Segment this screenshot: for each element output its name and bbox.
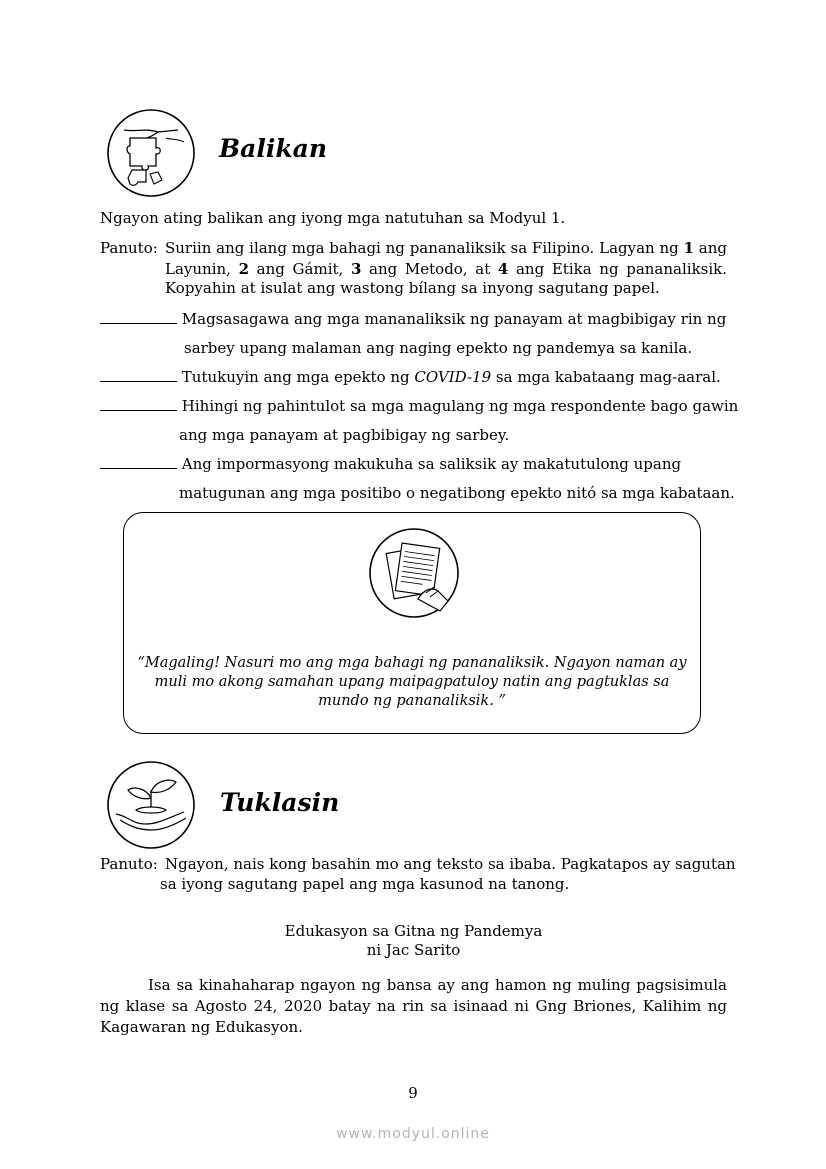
tuklasin-panuto-line-2: sa iyong sagutang papel ang mga kasunod na tanong. [160,875,570,893]
panuto-number: 2 [238,260,250,278]
panuto-text: Layunin, [165,260,239,278]
plant-hand-icon [106,760,196,850]
item-text: sa mga kabataang mag-aaral. [491,368,721,386]
answer-blank[interactable] [100,453,177,469]
paragraph-line-2: ng klase sa Agosto 24, 2020 batay na rin sa isinaad ni Gng Briones, Kalihim ng [100,997,727,1015]
balikan-panuto-line-3: Kopyahin at isulat ang wastong bílang sa inyong sagutang papel. [165,279,660,297]
tuklasin-panuto-label: Panuto: [100,855,158,873]
note-quote-line-3: mundo ng pananaliksik. ” [318,693,506,709]
balikan-intro: Ngayon ating balikan ang iyong mga natutuhan sa Modyul 1. [100,209,566,227]
note-quote-line-2: muli mo akong samahan upang maipagpatuloy natin ang pagtuklas sa [154,674,670,690]
answer-blank[interactable] [100,308,177,324]
panuto-number: 3 [350,260,362,278]
page-number: 9 [408,1084,418,1102]
tuklasin-heading: Tuklasin [220,788,340,817]
list-item [100,308,726,330]
item-text: Magsasagawa ang mga mananaliksik ng panayam at magbibigay rin ng [181,310,727,328]
note-quote-line-1: “Magaling! Nasuri mo ang mga bahagi ng pananaliksik. Ngayon naman ay [137,655,687,671]
item-text: Tutukuyin ang mga epekto ng [181,368,415,386]
item-text: Hihingi ng pahintulot sa mga magulang ng mga respondente bago gawin [181,397,739,415]
item-continuation: sarbey upang malaman ang naging epekto ng pandemya sa kanila. [184,339,693,357]
tuklasin-panuto-line-1: Ngayon, nais kong basahin mo ang teksto sa ibaba. Pagkatapos ay sagutan [165,855,736,873]
answer-blank[interactable] [100,395,177,411]
item-text: Ang impormasyong makukuha sa saliksik ay makatutulong upang [181,455,682,473]
panuto-number: 4 [497,260,509,278]
panuto-number: 1 [683,239,694,257]
paragraph-line-1: Isa sa kinahaharap ngayon ng bansa ay ang hamon ng muling pagsisimula [148,976,727,994]
puzzle-hand-icon [106,108,196,198]
item-emphasis: COVID-19 [414,368,492,386]
panuto-text: ang Metodo, at [361,260,498,278]
balikan-panuto-label: Panuto: [100,239,158,257]
papers-hand-icon [368,527,460,619]
item-continuation: matugunan ang mga positibo o negatibong epekto nitó sa mga kabataan. [179,484,735,502]
answer-blank[interactable] [100,366,177,382]
balikan-panuto-line-1 [165,237,727,259]
list-item [100,366,721,388]
balikan-heading: Balikan [219,134,328,163]
text-author: ni Jac Sarito [366,941,461,959]
panuto-text: ang [693,239,727,257]
item-continuation: ang mga panayam at pagbibigay ng sarbey. [179,426,510,444]
list-item [100,453,681,475]
list-item [100,395,738,417]
panuto-text: Suriin ang ilang mga bahagi ng pananaliksik sa Filipino. Lagyan ng [165,239,684,257]
paragraph-line-3: Kagawaran ng Edukasyon. [100,1018,303,1036]
panuto-text: ang Etika ng pananaliksik. [508,260,728,278]
text-title: Edukasyon sa Gitna ng Pandemya [284,922,543,940]
watermark: www.modyul.online [336,1126,490,1142]
panuto-text: ang Gámit, [249,260,351,278]
